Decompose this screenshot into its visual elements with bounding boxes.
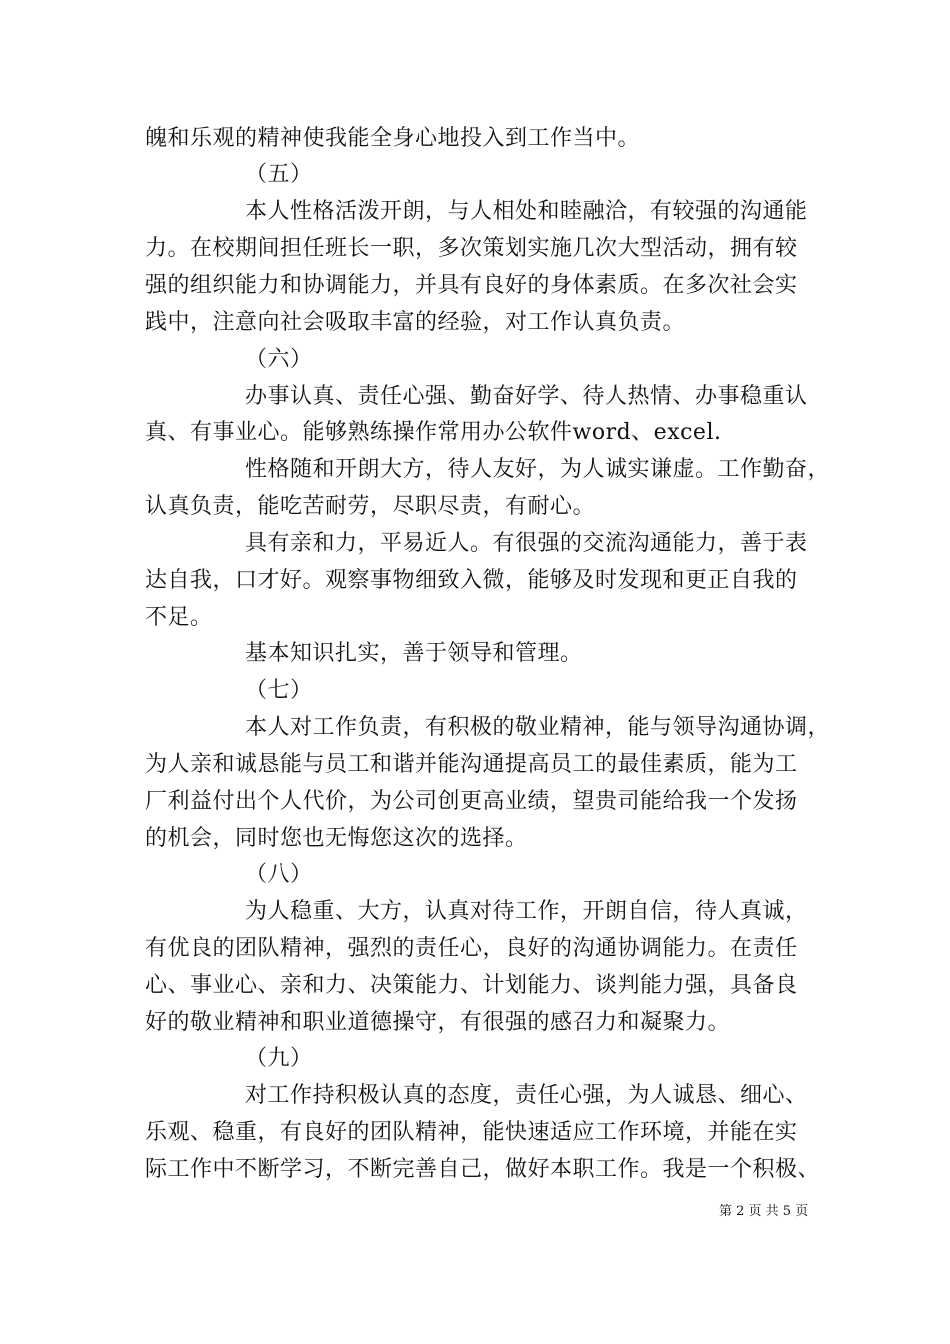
text-line: 有优良的团队精神，强烈的责任心，良好的沟通协调能力。在责任 <box>145 936 798 961</box>
text-line: 乐观、稳重，有良好的团队精神，能快速适应工作环境，并能在实 <box>145 1120 798 1145</box>
text-line: 认真负责，能吃苦耐劳，尽职尽责，有耐心。 <box>145 494 596 519</box>
text-line: 魄和乐观的精神使我能全身心地投入到工作当中。 <box>145 126 641 151</box>
text-line: 为人稳重、大方，认真对待工作，开朗自信，待人真诚， <box>245 899 808 924</box>
text-line: 践中，注意向社会吸取丰富的经验，对工作认真负责。 <box>145 310 686 335</box>
section-heading-7: （七） <box>245 678 313 703</box>
section-heading-9: （九） <box>245 1046 313 1071</box>
text-line: 本人对工作负责，有积极的敬业精神，能与领导沟通协调， <box>245 715 831 740</box>
text-line: 好的敬业精神和职业道德操守，有很强的感召力和凝聚力。 <box>145 1010 731 1035</box>
text-line: 不足。 <box>145 605 213 630</box>
text-line: 对工作持积极认真的态度，责任心强，为人诚恳、细心、 <box>245 1083 808 1108</box>
section-heading-5: （五） <box>245 162 313 187</box>
text-line: 本人性格活泼开朗，与人相处和睦融洽，有较强的沟通能 <box>245 199 808 224</box>
section-heading-6: （六） <box>245 347 313 372</box>
text-line: 强的组织能力和协调能力，并具有良好的身体素质。在多次社会实 <box>145 273 798 298</box>
text-line: 心、事业心、亲和力、决策能力、计划能力、谈判能力强，具备良 <box>145 973 798 998</box>
text-line: 真、有事业心。能够熟练操作常用办公软件word、excel. <box>145 420 722 445</box>
text-line: 办事认真、责任心强、勤奋好学、待人热情、办事稳重认 <box>245 384 808 409</box>
text-line: 际工作中不断学习，不断完善自己，做好本职工作。我是一个积极、 <box>145 1157 821 1182</box>
text-line: 具有亲和力，平易近人。有很强的交流沟通能力，善于表 <box>245 531 808 556</box>
text-line: 为人亲和诚恳能与员工和谐并能沟通提高员工的最佳素质，能为工 <box>145 752 798 777</box>
text-line: 厂利益付出个人代价，为公司创更高业绩，望贵司能给我一个发扬 <box>145 789 798 814</box>
page-number-footer: 第 2 页 共 5 页 <box>719 1204 809 1219</box>
text-line: 基本知识扎实，善于领导和管理。 <box>245 641 583 666</box>
text-line: 性格随和开朗大方，待人友好，为人诚实谦虚。工作勤奋， <box>245 457 831 482</box>
section-heading-8: （八） <box>245 862 313 887</box>
text-line: 达自我，口才好。观察事物细致入微，能够及时发现和更正自我的 <box>145 568 798 593</box>
text-line: 力。在校期间担任班长一职，多次策划实施几次大型活动，拥有较 <box>145 236 798 261</box>
text-line: 的机会，同时您也无悔您这次的选择。 <box>145 826 528 851</box>
